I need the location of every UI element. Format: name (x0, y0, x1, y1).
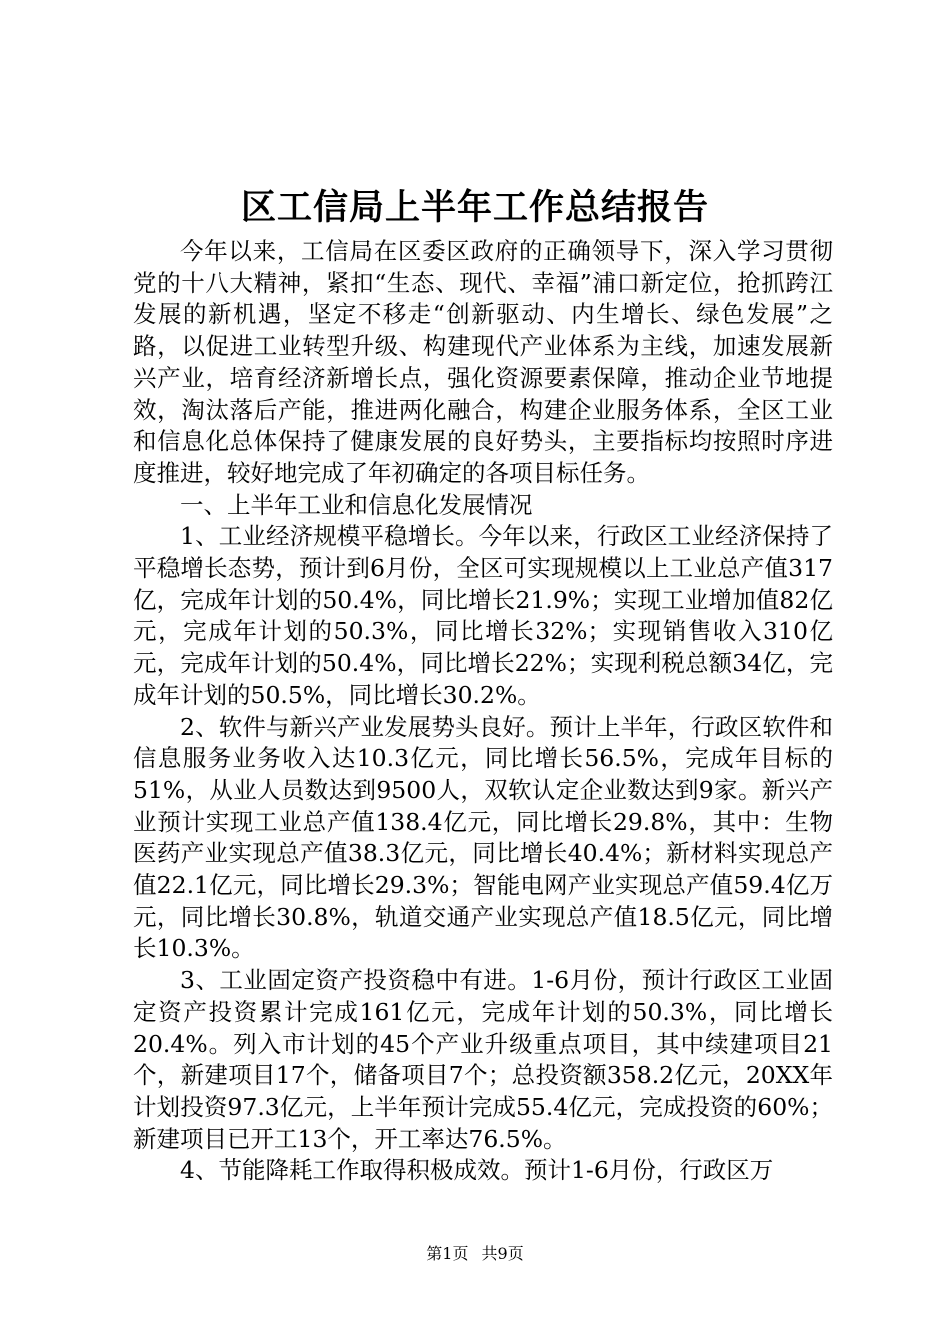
paragraph-item-2: 2、软件与新兴产业发展势头良好。预计上半年，行政区软件和信息服务业务收入达10.3亿元，同比增长56.5%，完成年目标的51%，从业人员数达到9500人，双软认定企业数达到9家。新兴产业预计实现工业总产值138.4亿元，同比增长29.8%，其中：生物医药产业实现总产值38.3亿元，同比增长40.4%；新材料实现总产值22.1亿元，同比增长29.3%；智能电网产业实现总产值59.4亿万元，同比增长30.8%，轨道交通产业实现总产值18.5亿元，同比增长10.3%。 (133, 712, 833, 963)
section-heading-1: 一、上半年工业和信息化发展情况 (180, 490, 533, 519)
page-total: 共9页 (481, 1244, 524, 1263)
paragraph-item-4: 4、节能降耗工作取得积极成效。预计1-6月份，行政区万 (180, 1156, 774, 1185)
paragraph-item-3: 3、工业固定资产投资稳中有进。1-6月份，预计行政区工业固定资产投资累计完成161亿元，完成年计划的50.3%，同比增长20.4%。列入市计划的45个产业升级重点项目，其中续建项目21个，新建项目17个，储备项目7个；总投资额358.2亿元，20XX年计划投资97.3亿元，上半年预计完成55.4亿元，完成投资的60%；新建项目已开工13个，开工率达76.5%。 (133, 966, 833, 1153)
document-title: 区工信局上半年工作总结报告 (240, 187, 709, 228)
page-footer (0, 1244, 950, 1264)
page-number: 第1页 (426, 1244, 469, 1263)
document-body (133, 236, 833, 1187)
paragraph-intro: 今年以来，工信局在区委区政府的正确领导下，深入学习贯彻党的十八大精神，紧扣“生态、现代、幸福”浦口新定位，抢抓跨江发展的新机遇，坚定不移走“创新驱动、内生增长、绿色发展”之路，以促进工业转型升级、构建现代产业体系为主线，加速发展新兴产业，培育经济新增长点，强化资源要素保障，推动企业节地提效，淘汰落后产能，推进两化融合，构建企业服务体系，全区工业和信息化总体保持了健康发展的良好势头，主要指标均按照时序进度推进，较好地完成了年初确定的各项目标任务。 (133, 237, 833, 487)
paragraph-item-1: 1、工业经济规模平稳增长。今年以来，行政区工业经济保持了平稳增长态势，预计到6月份，全区可实现规模以上工业总产值317亿，完成年计划的50.4%，同比增长21.9%；实现工业增加值82亿元，完成年计划的50.3%，同比增长32%；实现销售收入310亿元，完成年计划的50.4%，同比增长22%；实现利税总额34亿，完成年计划的50.5%，同比增长30.2%。 (133, 522, 833, 709)
